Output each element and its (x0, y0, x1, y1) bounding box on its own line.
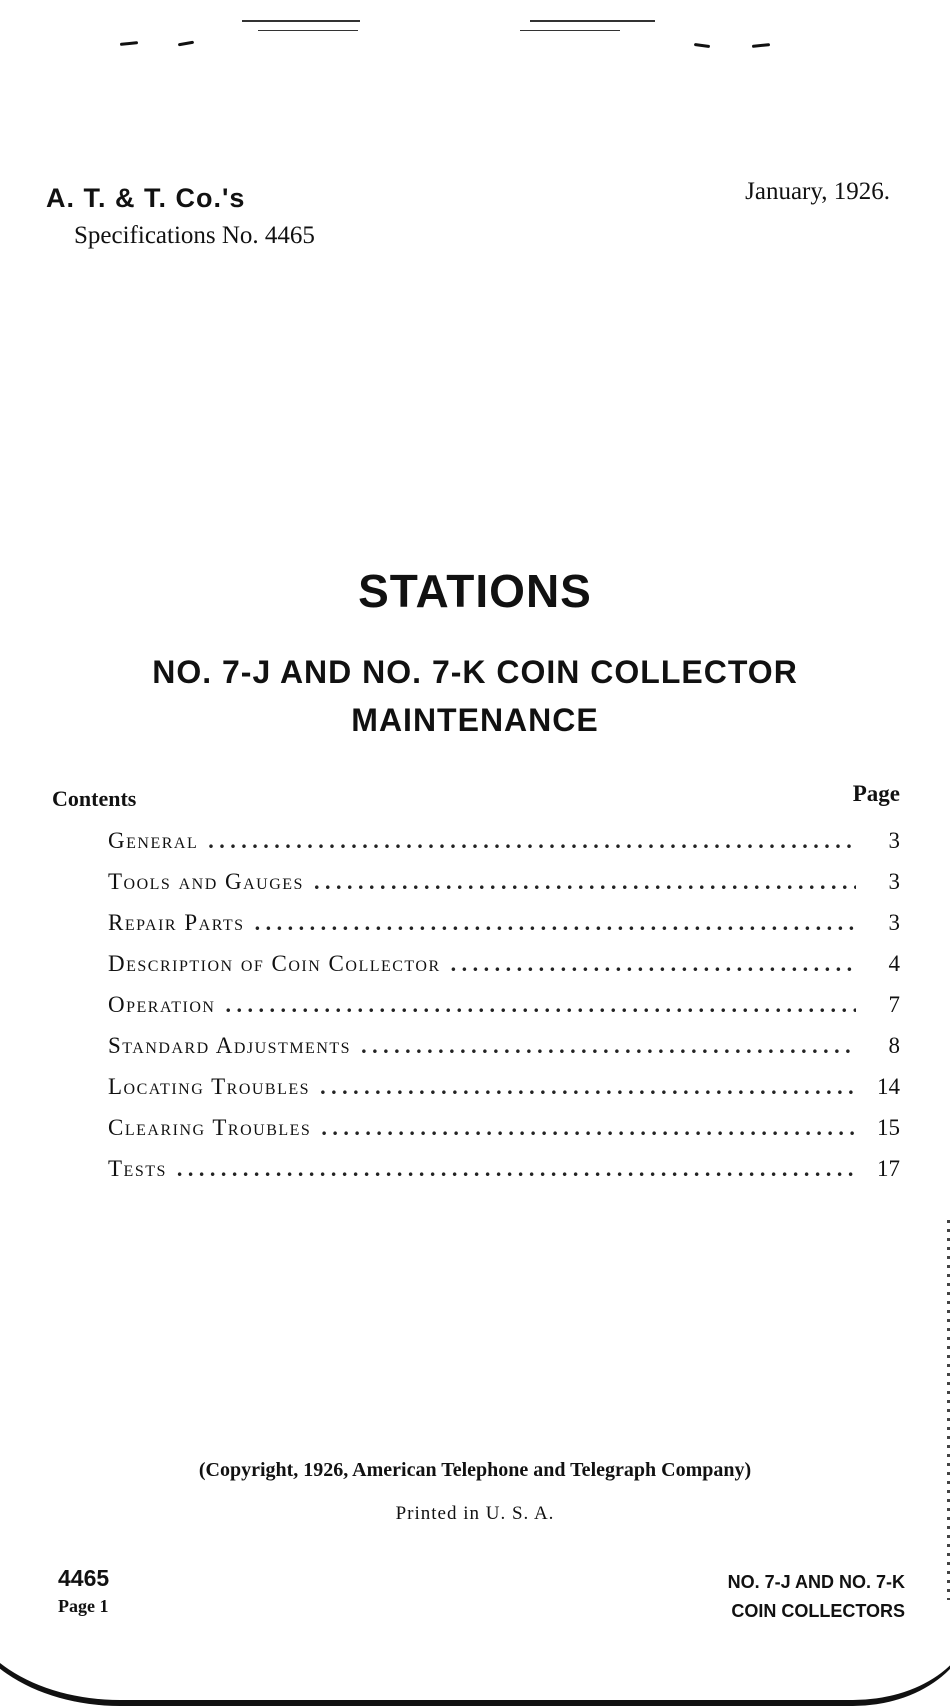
dot-leader (208, 828, 856, 854)
toc-entry (108, 1115, 900, 1156)
toc-entry (108, 828, 900, 869)
toc-entry-page: 17 (877, 1156, 900, 1181)
toc-entry-page: 4 (888, 951, 900, 976)
toc-entry-label: Operation (108, 992, 216, 1017)
dot-leader (314, 869, 856, 895)
toc-entry-page: 3 (888, 910, 900, 935)
toc-entry (108, 910, 900, 951)
dot-leader (255, 910, 856, 936)
toc-entry (108, 1033, 900, 1074)
punch-mark (178, 41, 194, 47)
dot-leader (225, 992, 856, 1018)
toc-entry-label: Repair Parts (108, 910, 245, 935)
dot-leader (177, 1156, 856, 1182)
table-of-contents (108, 828, 900, 1197)
document-title: STATIONS (358, 565, 592, 617)
footer-running-title-line1: NO. 7-J AND NO. 7-K (727, 1572, 905, 1592)
footer-spec-number: 4465 (58, 1565, 110, 1591)
specification-number: Specifications No. 4465 (74, 222, 315, 249)
document-subtitle-line2: MAINTENANCE (351, 702, 599, 738)
toc-entry-page: 14 (877, 1074, 900, 1099)
punch-mark (120, 41, 138, 46)
toc-entry (108, 1156, 900, 1197)
toc-entry (108, 992, 900, 1033)
toc-entry-page: 3 (888, 828, 900, 853)
issue-date: January, 1926. (745, 178, 890, 205)
toc-entry-label: Standard Adjustments (108, 1033, 352, 1058)
scan-rule (242, 20, 360, 22)
issuer-name: A. T. & T. Co.'s (46, 183, 246, 213)
toc-entry-label: Tests (108, 1156, 167, 1181)
toc-entry-page: 3 (888, 869, 900, 894)
scan-rule (530, 20, 655, 22)
footer-running-title-line2: COIN COLLECTORS (731, 1601, 905, 1621)
toc-entry-label: Tools and Gauges (108, 869, 304, 894)
dot-leader (361, 1033, 856, 1059)
footer-page-number: Page 1 (58, 1596, 109, 1616)
printed-in-notice: Printed in U. S. A. (395, 1503, 555, 1524)
toc-entry (108, 951, 900, 992)
page-column-heading: Page (852, 781, 900, 806)
copyright-notice: (Copyright, 1926, American Telephone and Telegraph Company) (198, 1459, 752, 1481)
document-subtitle-line1: NO. 7-J AND NO. 7-K COIN COLLECTOR (152, 654, 798, 690)
dot-leader (320, 1074, 856, 1100)
toc-entry-page: 8 (888, 1033, 900, 1058)
scan-rule (258, 30, 358, 31)
toc-entry-label: Locating Troubles (108, 1074, 311, 1099)
toc-entry-label: General (108, 828, 199, 853)
punch-mark (694, 43, 710, 48)
scan-rule (520, 30, 620, 31)
toc-entry (108, 869, 900, 910)
toc-entry-page: 15 (877, 1115, 900, 1140)
toc-entry-page: 7 (888, 992, 900, 1017)
contents-heading: Contents (52, 786, 137, 811)
dot-leader (321, 1115, 856, 1141)
toc-entry-label: Description of Coin Collector (108, 951, 441, 976)
dot-leader (451, 951, 856, 977)
footer-running-title (728, 1568, 905, 1626)
toc-entry-label: Clearing Troubles (108, 1115, 312, 1140)
toc-entry (108, 1074, 900, 1115)
punch-mark (752, 43, 770, 48)
